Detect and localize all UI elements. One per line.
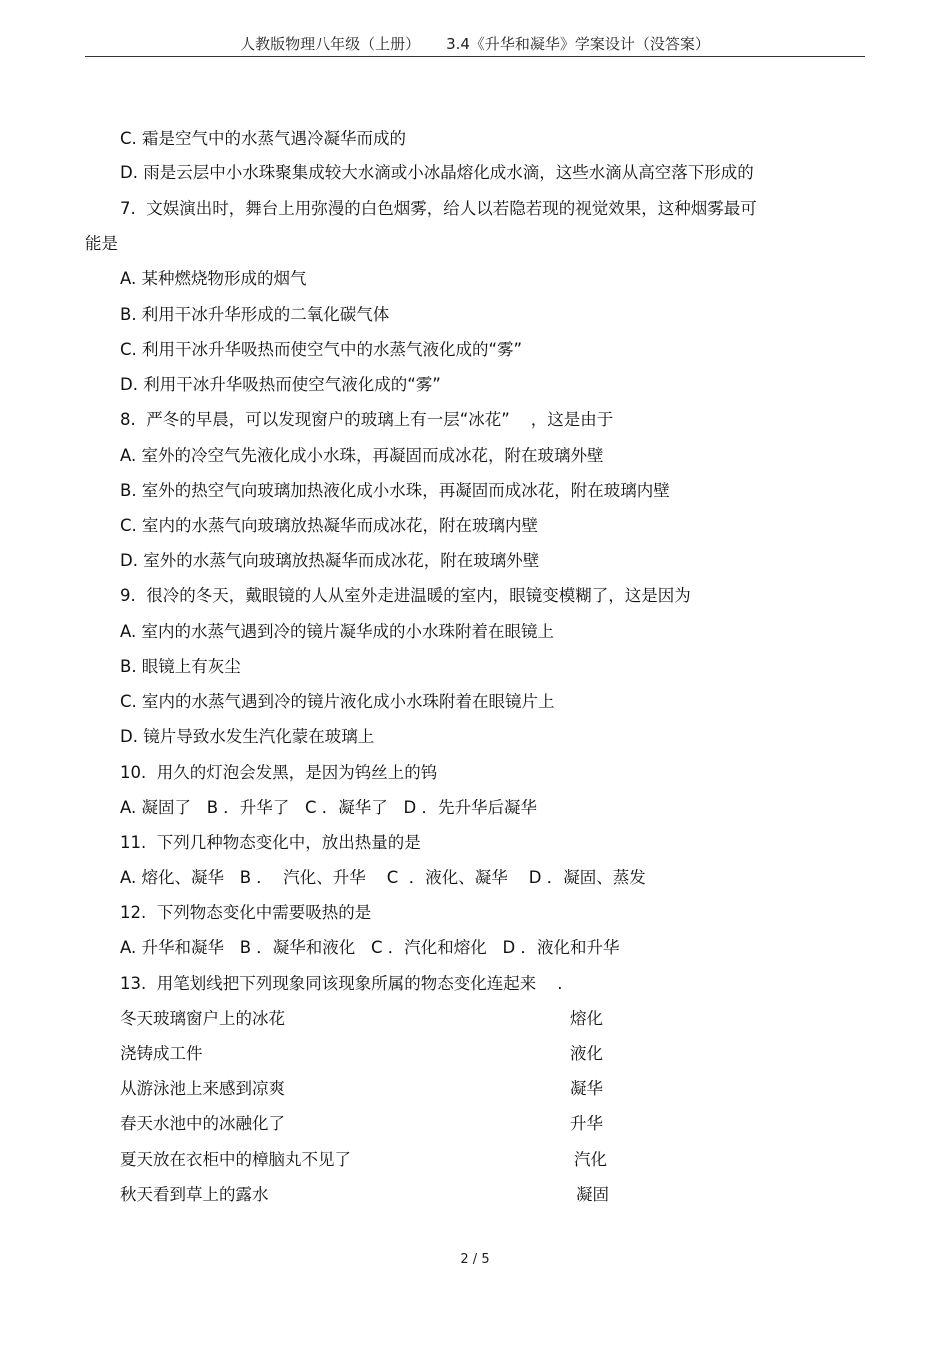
option-line: C. 室内的水蒸气向玻璃放热凝华而成冰花，附在玻璃内壁	[120, 516, 539, 535]
matching-phenomenon: 浇铸成工件	[120, 1044, 203, 1063]
option-line: B. 眼镜上有灰尘	[120, 657, 241, 676]
question-12: 12. 下列物态变化中需要吸热的是	[120, 903, 372, 922]
page-header	[0, 33, 950, 54]
matching-phenomenon: 冬天玻璃窗户上的冰花	[120, 1009, 285, 1028]
matching-phenomenon: 春天水池中的冰融化了	[120, 1114, 285, 1133]
option-line: A. 熔化、凝华 B ． 汽化、升华 C ．液化、凝华 D ．凝固、蒸发	[120, 868, 646, 887]
matching-phenomenon: 秋天看到草上的露水	[120, 1185, 269, 1204]
matching-state-change: 凝固	[576, 1185, 609, 1204]
option-line: A. 升华和凝华 B ．凝华和液化 C ．汽化和熔化 D ．液化和升华	[120, 938, 620, 957]
matching-state-change: 熔化	[570, 1009, 603, 1028]
question-7-continued: 能是	[85, 234, 118, 253]
matching-state-change: 液化	[570, 1044, 603, 1063]
option-line: A. 室内的水蒸气遇到冷的镜片凝华成的小水珠附着在眼镜上	[120, 622, 554, 641]
matching-phenomenon: 从游泳池上来感到凉爽	[120, 1079, 285, 1098]
option-line: C. 霜是空气中的水蒸气遇冷凝华而成的	[120, 129, 407, 148]
matching-state-change: 汽化	[574, 1150, 607, 1169]
question-9: 9. 很冷的冬天，戴眼镜的人从室外走进温暖的室内，眼镜变模糊了，这是因为	[120, 586, 691, 605]
matching-phenomenon: 夏天放在衣柜中的樟脑丸不见了	[120, 1150, 351, 1169]
option-line: D. 室外的水蒸气向玻璃放热凝华而成冰花，附在玻璃外壁	[120, 551, 540, 570]
page-number: 2 / 5	[460, 1252, 490, 1267]
question-8: 8. 严冬的早晨，可以发现窗户的玻璃上有一层“冰花” ，这是由于	[120, 410, 614, 429]
question-10: 10. 用久的灯泡会发黑，是因为钨丝上的钨	[120, 763, 438, 782]
matching-state-change: 凝华	[570, 1079, 603, 1098]
question-13: 13. 用笔划线把下列现象同该现象所属的物态变化连起来 .	[120, 974, 563, 993]
option-line: D. 雨是云层中小水珠聚集成较大水滴或小冰晶熔化成水滴，这些水滴从高空落下形成的	[120, 163, 754, 182]
option-line: C. 利用干冰升华吸热而使空气中的水蒸气液化成的“雾”	[120, 340, 523, 359]
option-line: D. 利用干冰升华吸热而使空气液化成的“雾”	[120, 375, 441, 394]
matching-state-change: 升华	[570, 1114, 603, 1133]
option-line: A. 凝固了 B ．升华了 C ．凝华了 D ．先升华后凝华	[120, 798, 537, 817]
question-11: 11. 下列几种物态变化中，放出热量的是	[120, 833, 421, 852]
option-line: B. 利用干冰升华形成的二氧化碳气体	[120, 305, 390, 324]
option-line: A. 室外的冷空气先液化成小水珠，再凝固而成冰花，附在玻璃外壁	[120, 446, 604, 465]
header-lesson-title: 3.4《升华和凝华》学案设计（没答案）	[446, 35, 710, 53]
option-line: A. 某种燃烧物形成的烟气	[120, 269, 307, 288]
question-7: 7. 文娱演出时，舞台上用弥漫的白色烟雾，给人以若隐若现的视觉效果，这种烟雾最可	[120, 199, 757, 218]
option-line: C. 室内的水蒸气遇到冷的镜片液化成小水珠附着在眼镜片上	[120, 692, 555, 711]
option-line: B. 室外的热空气向玻璃加热液化成小水珠，再凝固而成冰花，附在玻璃内壁	[120, 481, 670, 500]
option-line: D. 镜片导致水发生汽化蒙在玻璃上	[120, 727, 375, 746]
header-rule	[85, 56, 865, 57]
header-book-title: 人教版物理八年级（上册）	[240, 35, 421, 53]
